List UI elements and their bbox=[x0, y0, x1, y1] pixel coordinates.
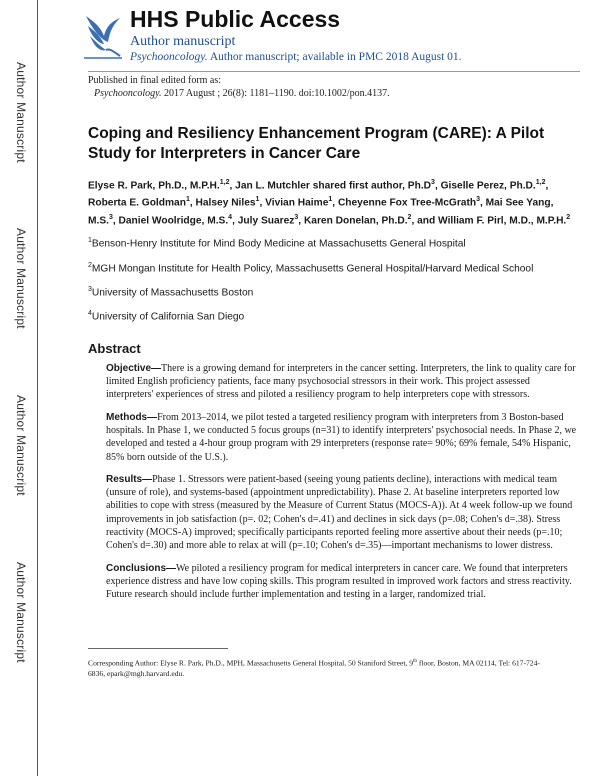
abstract-section-lead: Objective— bbox=[106, 362, 162, 374]
article-body bbox=[88, 124, 578, 610]
availability-text: Author manuscript; available in PMC 2018 August 01. bbox=[207, 51, 462, 63]
abstract-section-text: We piloted a resiliency program for medical interpreters in cancer care. We found that interpreters experience distress and have low coping skills. This program resulted in improved work factors and stress reactivity. Future research should include further implementation and testing in a larger, randomized trial. bbox=[106, 562, 572, 601]
manuscript-label: Author manuscript bbox=[130, 34, 236, 49]
affiliation-sup: 3 bbox=[88, 285, 92, 293]
side-rail bbox=[0, 0, 74, 776]
side-label-author-manuscript: Author Manuscript bbox=[14, 395, 28, 496]
author-name: Vivian Haime bbox=[265, 197, 329, 209]
author-name: Roberta E. Goldman bbox=[88, 197, 186, 209]
author-affiliation-sup: 1,2 bbox=[535, 179, 546, 186]
author-name: William F. Pirl, M.D., M.P.H. bbox=[438, 215, 567, 227]
author-affiliation-sup: 3 bbox=[108, 213, 113, 221]
author-name: Jan L. Mutchler shared first author, Ph.D bbox=[235, 180, 432, 192]
author-separator: , bbox=[229, 180, 236, 192]
affiliation-sup: 4 bbox=[88, 310, 92, 318]
abstract-section-text: Phase 1. Stressors were patient-based (seeing young patients decline), interactions with medical team (unsure of role), and systems-based (appointment unpredictability). Phase 2. At baseline interpreters reported low abilities to cope with stress (measured by the Measure of Current Status (MOCS-A)). At 4 week follow-up we found improvements in job satisfaction (p=. 02; Cohen's d=.41) and declines in sick days (p=.08; Cohen's d=.38). Stress reactivity (MOCS-A) improved; specifically participants reported feeling more assertive about their needs (p=.10; Cohen's d=.30) and more able to relax at will (p=.10; Cohen's d=.35)—important mechanisms to lower distress. bbox=[106, 473, 573, 552]
footnote-divider bbox=[88, 648, 228, 649]
abstract-section-text: From 2013–2014, we pilot tested a targeted resiliency program with interpreters from 3 Boston-based hospitals. In Phase 1, we conducted 5 focus groups (n=31) to identify interpreters' psychosocial needs. In Phase 2, we developed and tested a 4-hour group program with 29 interpreters (response rate= 90%; 69% female, 54% Hispanic, 85% born outside of the U.S.). bbox=[106, 411, 577, 463]
publication-info bbox=[88, 74, 390, 100]
affiliation-sup: 1 bbox=[88, 237, 92, 245]
abstract-section-lead: Conclusions— bbox=[106, 562, 177, 574]
author-name: Halsey Niles bbox=[195, 197, 256, 209]
author-affiliation-sup: 4 bbox=[228, 213, 233, 221]
author-name: Cheyenne Fox Tree-McGrath bbox=[337, 197, 477, 209]
author-affiliation-sup: 2 bbox=[407, 213, 412, 221]
journal-name: Psychooncology. bbox=[130, 51, 208, 63]
abstract-section-lead: Methods— bbox=[106, 411, 158, 423]
affiliation bbox=[88, 283, 578, 300]
affiliation-text: University of Massachusetts Boston bbox=[91, 287, 254, 299]
affiliation bbox=[88, 234, 578, 251]
author-name: Mai See Yang, M.S. bbox=[88, 197, 554, 227]
citation bbox=[88, 87, 390, 100]
author-separator: , bbox=[112, 215, 119, 227]
abstract-section bbox=[88, 562, 578, 602]
side-label-author-manuscript: Author Manuscript bbox=[14, 62, 28, 163]
author-name: Daniel Woolridge, M.S. bbox=[118, 215, 229, 227]
side-label-author-manuscript: Author Manuscript bbox=[14, 228, 28, 329]
affiliation-text: MGH Mongan Institute for Health Policy, Massachusetts General Hospital/Harvard Medical School bbox=[91, 262, 534, 274]
author-affiliation-sup: 1,2 bbox=[219, 179, 230, 186]
footnote-text-1: Corresponding Author: Elyse R. Park, Ph.D., MPH, Massachusetts General Hospital, 50 Staniford Street, 9 bbox=[88, 658, 414, 668]
affiliation bbox=[88, 259, 578, 276]
abstract-section-text: There is a growing demand for interpreters in the cancer setting. Interpreters, the link to quality care for limited English proficiency patients, face many psychosocial stressors in their work. This project assessed interpreters' experiences of stress and piloted a resiliency program to help interpreters cope with stressors. bbox=[106, 362, 576, 401]
author-separator: , bbox=[545, 180, 549, 192]
affiliation bbox=[88, 307, 578, 324]
author-affiliation-sup: 3 bbox=[476, 196, 480, 204]
author-separator: , bbox=[434, 180, 441, 192]
author-separator: , bbox=[332, 197, 338, 209]
abstract-heading: Abstract bbox=[88, 340, 141, 356]
affiliation-list bbox=[88, 234, 578, 325]
citation-journal: Psychooncology. bbox=[94, 88, 162, 99]
author-separator: , bbox=[232, 215, 238, 227]
author-affiliation-sup: 1 bbox=[185, 196, 190, 204]
affiliation-text: University of California San Diego bbox=[91, 311, 245, 323]
affiliation-text: Benson-Henry Institute for Mind Body Medicine at Massachusetts General Hospital bbox=[91, 238, 466, 250]
corresponding-author-footnote bbox=[88, 657, 540, 679]
author-affiliation-sup: 3 bbox=[294, 213, 299, 221]
author-separator: , bbox=[479, 197, 486, 209]
author-name: Karen Donelan, Ph.D. bbox=[303, 215, 408, 227]
abstract-section bbox=[88, 411, 578, 464]
citation-details: 2017 August ; 26(8): 1181–1190. doi:10.1002/pon.4137. bbox=[161, 88, 390, 99]
author-separator: , bbox=[189, 197, 196, 209]
footnote-sup: th bbox=[413, 659, 417, 664]
affiliation-sup: 2 bbox=[88, 261, 92, 269]
hhs-title: HHS Public Access bbox=[130, 6, 341, 32]
author-affiliation-sup: 3 bbox=[431, 179, 435, 186]
author-separator: , bbox=[259, 197, 266, 209]
article-title: Coping and Resiliency Enhancement Program (CARE): A Pilot Study for Interpreters in Cancer Care bbox=[88, 125, 545, 162]
header-divider bbox=[88, 71, 580, 72]
publication-label: Published in final edited form as: bbox=[88, 75, 222, 86]
author-affiliation-sup: 1 bbox=[328, 196, 333, 204]
abstract-body bbox=[88, 362, 578, 602]
abstract-section bbox=[88, 473, 578, 553]
header bbox=[80, 4, 580, 68]
author-affiliation-sup: 2 bbox=[566, 213, 571, 221]
author-separator: , and bbox=[411, 215, 439, 227]
author-name: Elyse R. Park, Ph.D., M.P.H. bbox=[88, 180, 220, 192]
side-rule bbox=[37, 0, 38, 776]
hhs-eagle-logo-icon bbox=[80, 4, 126, 64]
abstract-section bbox=[88, 362, 578, 402]
footnote-text-2: floor, Boston, MA 02114, Tel: 617-724-6836, epark@mgh.harvard.edu. bbox=[88, 658, 540, 678]
side-label-author-manuscript: Author Manuscript bbox=[14, 562, 28, 663]
availability-line bbox=[130, 51, 462, 63]
author-affiliation-sup: 1 bbox=[255, 196, 260, 204]
abstract-section-lead: Results— bbox=[106, 473, 153, 485]
author-separator: , bbox=[298, 215, 304, 227]
author-name: Giselle Perez, Ph.D. bbox=[440, 180, 536, 192]
author-list bbox=[88, 176, 578, 228]
author-name: July Suarez bbox=[237, 215, 295, 227]
